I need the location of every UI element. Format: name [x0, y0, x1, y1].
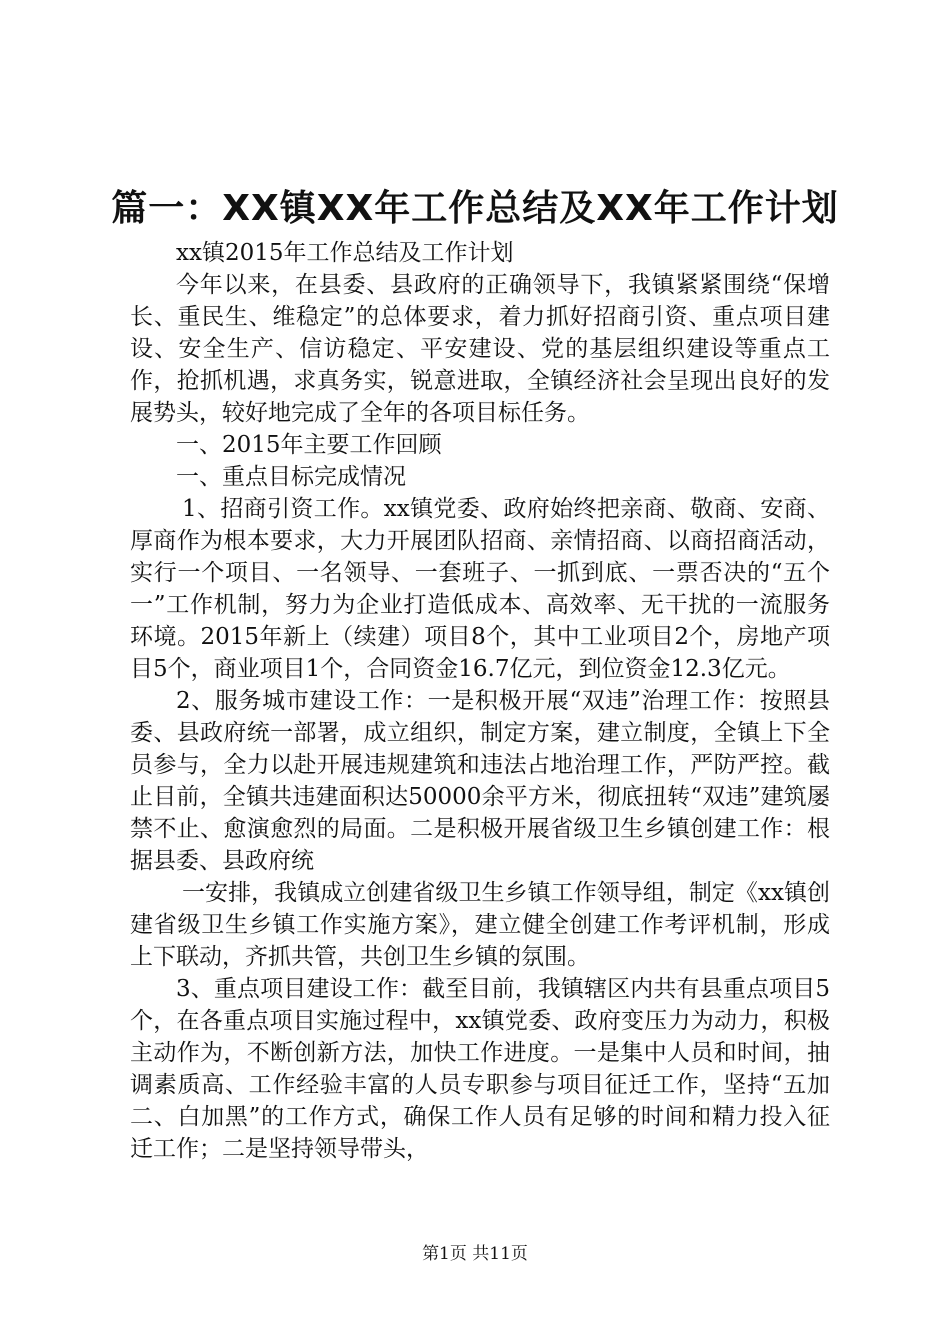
item-2-continuation-paragraph: 一安排，我镇成立创建省级卫生乡镇工作领导组，制定《xx镇创建省级卫生乡镇工作实施方案》，建立健全创建工作考评机制，形成上下联动，齐抓共管，共创卫生乡镇的氛围。 — [130, 880, 830, 970]
page-number-footer: 第1页 共11页 — [422, 1244, 528, 1264]
item-1-paragraph: 1、招商引资工作。xx镇党委、政府始终把亲商、敬商、安商、厚商作为根本要求，大力开展团队招商、亲情招商、以商招商活动，实行一个项目、一名领导、一套班子、一抓到底、一票否决的“五个一”工作机制，努力为企业打造低成本、高效率、无干扰的一流服务环境。2015年新上（续建）项目8个，其中工业项目2个，房地产项目5个，商业项目1个，合同资金16.7亿元，到位资金12.3亿元。 — [130, 496, 830, 682]
intro-paragraph: 今年以来，在县委、县政府的正确领导下，我镇紧紧围绕“保增长、重民生、维稳定”的总体要求，着力抓好招商引资、重点项目建设、安全生产、信访稳定、平安建设、党的基层组织建设等重点工作，抢抓机遇，求真务实，锐意进取，全镇经济社会呈现出良好的发展势头，较好地完成了全年的各项目标任务。 — [130, 272, 830, 426]
item-3-paragraph: 3、重点项目建设工作：截至目前，我镇辖区内共有县重点项目5个，在各重点项目实施过程中，xx镇党委、政府变压力为动力，积极主动作为，不断创新方法，加快工作进度。一是集中人员和时间，抽调素质高、工作经验丰富的人员专职参与项目征迁工作，坚持“五加二、白加黑”的工作方式，确保工作人员有足够的时间和精力投入征迁工作；二是坚持领导带头， — [130, 976, 830, 1162]
section-heading: 一、2015年主要工作回顾 — [176, 432, 442, 458]
item-2-paragraph: 2、服务城市建设工作：一是积极开展“双违”治理工作：按照县委、县政府统一部署，成立组织，制定方案，建立制度，全镇上下全员参与，全力以赴开展违规建筑和违法占地治理工作，严防严控。截止目前，全镇共违建面积达50000余平方米，彻底扭转“双违”建筑屡禁不止、愈演愈烈的局面。二是积极开展省级卫生乡镇创建工作：根据县委、县政府统 — [130, 688, 830, 874]
document-body — [130, 237, 830, 1165]
document-title: 篇一：XX镇XX年工作总结及XX年工作计划 — [111, 188, 839, 229]
subsection-heading: 一、重点目标完成情况 — [176, 464, 406, 490]
subtitle-paragraph: xx镇2015年工作总结及工作计划 — [176, 240, 514, 266]
